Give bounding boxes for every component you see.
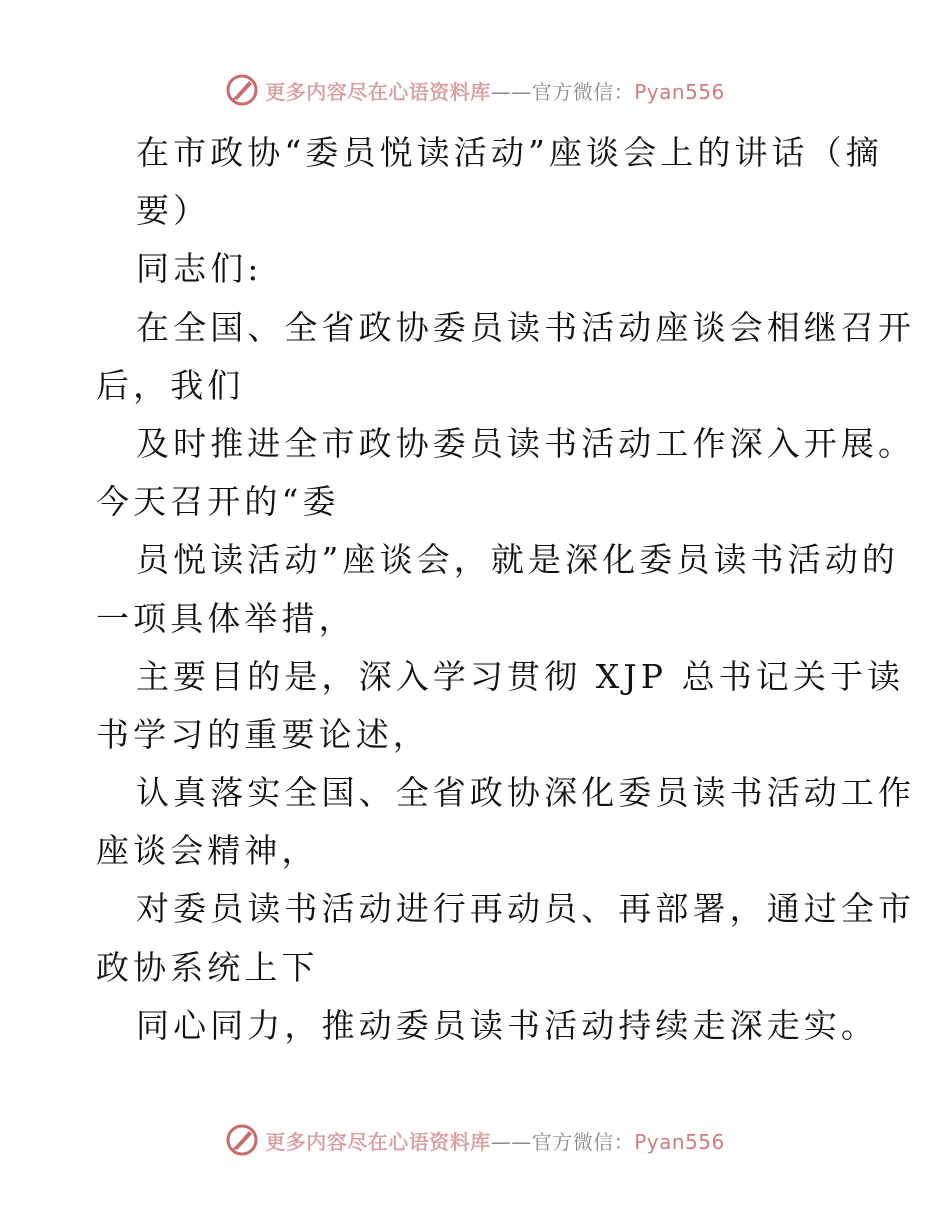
watermark-text [265, 76, 725, 105]
text-line: 座谈会精神， [96, 831, 319, 871]
watermark-handle: Pyan556 [634, 79, 725, 104]
watermark-separator: —— [490, 79, 532, 104]
watermark-official: 官方微信： [531, 79, 635, 104]
text-line: 在全国、全省政协委员读书活动座谈会相继召开 [136, 307, 916, 347]
text-line: 认真落实全国、全省政协深化委员读书活动工作 [136, 773, 916, 813]
text-line: 同心同力，推动委员读书活动持续走深走实。 [136, 1005, 878, 1045]
text-line: 员悦读活动”座谈会，就是深化委员读书活动的 [136, 540, 899, 580]
quill-logo-icon [225, 1123, 259, 1157]
text-line: 书学习的重要论述， [96, 714, 430, 754]
watermark-brand: 更多内容尽在心语资料库 [265, 79, 491, 104]
watermark-official: 官方微信： [531, 1129, 635, 1154]
text-line: 今天召开的“委 [96, 482, 340, 522]
text-line: 后，我们 [96, 365, 245, 405]
watermark-text [265, 1126, 725, 1155]
text-line: 同志们: [136, 249, 263, 289]
watermark-separator: —— [490, 1129, 532, 1154]
text-line: 在市政协“委员悦读活动”座谈会上的讲话（摘 [136, 133, 883, 172]
text-line: 一项具体举措， [96, 598, 356, 638]
text-line: 要） [136, 191, 211, 231]
watermark-handle: Pyan556 [634, 1129, 725, 1154]
header-watermark [0, 70, 950, 110]
footer-watermark [0, 1120, 950, 1160]
text-line: 主要目的是，深入学习贯彻 XJP 总书记关于读 [136, 656, 905, 696]
text-line: 对委员读书活动进行再动员、再部署，通过全市 [136, 889, 916, 929]
document-body [96, 124, 916, 1055]
text-line: 及时推进全市政协委员读书活动工作深入开展。 [136, 423, 916, 463]
text-line: 政协系统上下 [96, 947, 319, 987]
watermark-brand: 更多内容尽在心语资料库 [265, 1129, 491, 1154]
quill-logo-icon [225, 73, 259, 107]
